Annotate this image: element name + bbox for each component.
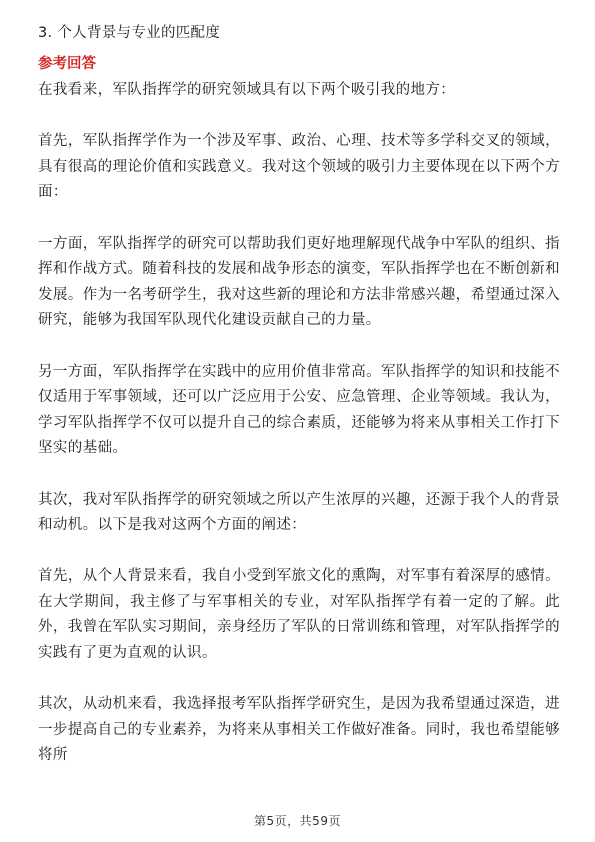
section-title: 3. 个人背景与专业的匹配度	[38, 25, 221, 41]
paragraph-first-point: 首先，军队指挥学作为一个涉及军事、政治、心理、技术等多学科交叉的领域，具有很高的理论价值和实践意义。我对这个领域的吸引力主要体现在以下两个方面：	[38, 133, 560, 201]
reference-answer-label: 参考回答	[38, 56, 96, 72]
page-number-footer: 第5页，共59页	[254, 814, 341, 828]
paragraph-aspect-two: 另一方面，军队指挥学在实践中的应用价值非常高。军队指挥学的知识和技能不仅适用于军事领域，还可以广泛应用于公安、应急管理、企业等领域。我认为，学习军队指挥学不仅可以提升自己的综合素质，还能够为将来从事相关工作打下坚实的基础。	[38, 363, 560, 457]
paragraph-second-point: 其次，我对军队指挥学的研究领域之所以产生浓厚的兴趣，还源于我个人的背景和动机。以下是我对这两个方面的阐述：	[38, 491, 560, 534]
paragraph-personal-background: 首先，从个人背景来看，我自小受到军旅文化的熏陶，对军事有着深厚的感情。在大学期间，我主修了与军事相关的专业，对军队指挥学有着一定的了解。此外，我曾在军队实习期间，亲身经历了军队的日常训练和管理，对军队指挥学的实践有了更为直观的认识。	[38, 568, 560, 662]
page-content	[38, 22, 560, 795]
paragraph-motivation: 其次，从动机来看，我选择报考军队指挥学研究生，是因为我希望通过深造，进一步提高自己的专业素养，为将来从事相关工作做好准备。同时，我也希望能够将所	[38, 696, 560, 764]
paragraph-intro: 在我看来，军队指挥学的研究领域具有以下两个吸引我的地方：	[38, 82, 456, 98]
paragraph-aspect-one: 一方面，军队指挥学的研究可以帮助我们更好地理解现代战争中军队的组织、指挥和作战方式。随着科技的发展和战争形态的演变，军队指挥学也在不断创新和发展。作为一名考研学生，我对这些新的理论和方法非常感兴趣，希望通过深入研究，能够为我国军队现代化建设贡献自己的力量。	[38, 235, 560, 329]
